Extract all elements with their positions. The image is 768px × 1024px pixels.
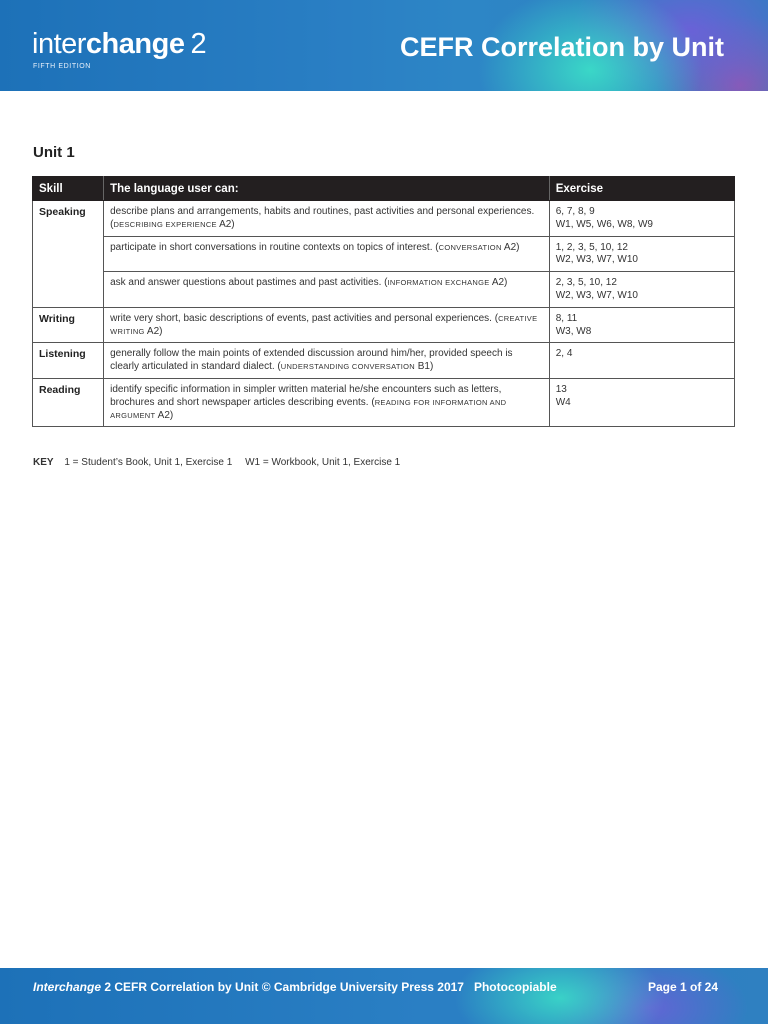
table-row — [33, 272, 735, 308]
page-number: Page 1 of 24 — [647, 980, 718, 994]
workbook-exercises: W1, W5, W6, W8, W9 — [555, 218, 653, 230]
description-cell — [104, 343, 550, 379]
key-label: KEY — [33, 457, 54, 468]
unit-title: Unit 1 — [33, 144, 75, 161]
header-language-user: The language user can: — [104, 177, 550, 201]
cefr-level: A2) — [155, 409, 174, 421]
exercise-cell — [549, 343, 734, 379]
header-skill: Skill — [33, 177, 104, 201]
description-text: generally follow the main points of extended discussion around him/her, provided speech is clearly articulated in standard dialect. ( — [110, 348, 513, 373]
logo-level-number: 2 — [190, 28, 207, 60]
description-text: identify specific information in simpler written material he/she encounters such as letters, brochures and short newspaper articles describing events. ( — [110, 383, 502, 408]
page-header — [0, 0, 768, 91]
cefr-level: A2) — [489, 277, 508, 289]
descriptor-tag: READING FOR INFORMATION AND ARGUMENT — [110, 397, 507, 420]
footer-brand: Interchange — [33, 980, 102, 994]
description-cell — [104, 272, 550, 308]
description-text: participate in short conversations in routine contexts on topics of interest. ( — [110, 241, 439, 253]
exercise-cell — [549, 236, 734, 272]
description-text: write very short, basic descriptions of events, past activities and personal experiences. ( — [110, 312, 499, 324]
table-row — [33, 343, 735, 379]
exercise-cell — [549, 378, 734, 426]
table-header-row — [33, 177, 735, 201]
students-book-exercises: 1, 2, 3, 5, 10, 12 — [555, 241, 628, 253]
exercise-cell — [549, 307, 734, 343]
description-cell — [104, 307, 550, 343]
skill-cell: Writing — [33, 307, 104, 343]
edition-label: FIFTH EDITION — [33, 63, 91, 70]
descriptor-tag: CONVERSATION — [438, 242, 502, 252]
interchange-logo — [32, 28, 206, 61]
table-row — [33, 201, 735, 237]
cefr-level: A2) — [501, 241, 520, 253]
descriptor-tag: DESCRIBING EXPERIENCE — [113, 219, 217, 229]
logo-light-text: inter — [32, 28, 86, 60]
description-text: describe plans and arrangements, habits and routines, past activities and personal experiences. ( — [110, 206, 535, 230]
footer-credit — [33, 980, 557, 994]
key-students-book: 1 = Student’s Book, Unit 1, Exercise 1 — [64, 457, 233, 468]
footer-copyright: 2 CEFR Correlation by Unit © Cambridge University Press 2017 — [101, 980, 464, 994]
header-exercise: Exercise — [549, 177, 734, 201]
students-book-exercises: 13 — [555, 383, 567, 395]
students-book-exercises: 6, 7, 8, 9 — [555, 206, 595, 217]
exercise-cell — [549, 272, 734, 308]
cefr-level: B1) — [414, 361, 434, 373]
page-footer — [0, 968, 768, 1024]
description-cell — [104, 378, 550, 426]
workbook-exercises: W3, W8 — [555, 325, 592, 337]
descriptor-tag: CREATIVE WRITING — [110, 313, 538, 336]
descriptor-tag: INFORMATION EXCHANGE — [387, 278, 490, 288]
table-row — [33, 378, 735, 426]
cefr-table — [32, 176, 735, 427]
skill-cell: Speaking — [33, 201, 104, 308]
workbook-exercises: W2, W3, W7, W10 — [555, 254, 638, 266]
logo-bold-text: change — [85, 28, 185, 60]
workbook-exercises: W2, W3, W7, W10 — [555, 289, 638, 301]
table-row — [33, 307, 735, 343]
key-legend — [33, 457, 400, 468]
students-book-exercises: 2, 4 — [555, 348, 573, 360]
page-title: CEFR Correlation by Unit — [399, 32, 724, 62]
exercise-cell — [549, 201, 734, 237]
key-workbook: W1 = Workbook, Unit 1, Exercise 1 — [245, 457, 401, 468]
students-book-exercises: 2, 3, 5, 10, 12 — [555, 277, 617, 289]
table-row — [33, 236, 735, 272]
descriptor-tag: UNDERSTANDING CONVERSATION — [280, 362, 415, 372]
skill-cell: Listening — [33, 343, 104, 379]
cefr-level: A2) — [144, 325, 163, 337]
students-book-exercises: 8, 11 — [555, 312, 578, 324]
description-text: ask and answer questions about pastimes and past activities. ( — [110, 277, 388, 289]
workbook-exercises: W4 — [555, 396, 571, 408]
cefr-level: A2) — [216, 218, 235, 230]
description-cell — [104, 236, 550, 272]
description-cell — [104, 201, 550, 237]
footer-photocopiable: Photocopiable — [473, 980, 557, 994]
skill-cell: Reading — [33, 378, 104, 426]
